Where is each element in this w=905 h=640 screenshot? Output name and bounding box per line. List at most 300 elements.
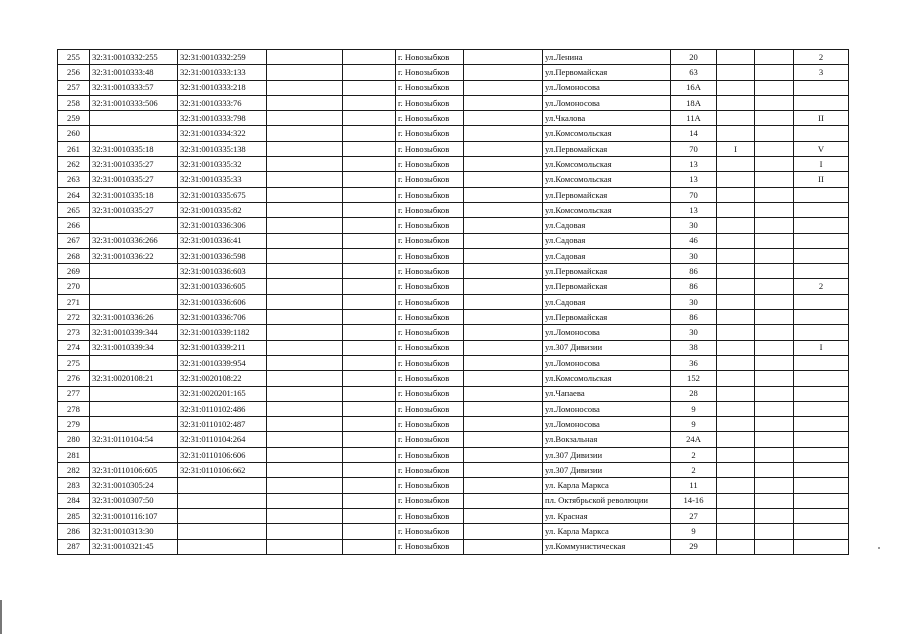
extra-cell-1 [717,493,755,508]
row-number: 258 [58,95,90,110]
empty-cell [267,218,343,233]
city-cell: г. Новозыбков [396,248,464,263]
row-number: 275 [58,355,90,370]
table-row [58,157,849,172]
empty-cell [267,310,343,325]
empty-cell [343,202,396,217]
cadastral-number-2: 32:31:0010335:138 [178,141,267,156]
cadastral-number-2 [178,478,267,493]
extra-cell-2 [794,432,849,447]
street-cell: ул.Садовая [543,218,671,233]
empty-cell [343,508,396,523]
cadastral-number-2: 32:31:0010333:133 [178,65,267,80]
empty-cell [755,539,794,554]
extra-cell-1 [717,187,755,202]
empty-cell [267,111,343,126]
city-cell: г. Новозыбков [396,340,464,355]
street-cell: ул. Красная [543,508,671,523]
table-row [58,493,849,508]
cadastral-number-2: 32:31:0010336:603 [178,264,267,279]
empty-cell [267,279,343,294]
extra-cell-2 [794,264,849,279]
row-number: 283 [58,478,90,493]
empty-cell [464,447,543,462]
empty-cell [343,95,396,110]
empty-cell [343,218,396,233]
cadastral-number-1: 32:31:0010332:255 [90,50,178,65]
table-row [58,233,849,248]
row-number: 271 [58,294,90,309]
extra-cell-2 [794,294,849,309]
city-cell: г. Новозыбков [396,111,464,126]
empty-cell [464,50,543,65]
house-number-cell: 9 [671,417,717,432]
empty-cell [343,310,396,325]
empty-cell [343,264,396,279]
city-cell: г. Новозыбков [396,233,464,248]
empty-cell [464,248,543,263]
street-cell: ул.Ломоносова [543,80,671,95]
table-row [58,417,849,432]
street-cell: ул.Первомайская [543,141,671,156]
house-number-cell: 30 [671,218,717,233]
street-cell: ул.Комсомольская [543,202,671,217]
cadastral-number-1 [90,417,178,432]
empty-cell [267,126,343,141]
city-cell: г. Новозыбков [396,386,464,401]
house-number-cell: 13 [671,172,717,187]
cadastral-number-1: 32:31:0010335:27 [90,157,178,172]
row-number: 269 [58,264,90,279]
empty-cell [343,141,396,156]
extra-cell-1 [717,279,755,294]
empty-cell [464,417,543,432]
extra-cell-1 [717,508,755,523]
empty-cell [755,50,794,65]
empty-cell [464,111,543,126]
house-number-cell: 86 [671,264,717,279]
table-row [58,432,849,447]
extra-cell-2 [794,95,849,110]
empty-cell [464,294,543,309]
table-body [58,50,849,555]
empty-cell [267,187,343,202]
row-number: 277 [58,386,90,401]
row-number: 261 [58,141,90,156]
extra-cell-1 [717,65,755,80]
cadastral-number-1: 32:31:0010335:27 [90,202,178,217]
street-cell: ул.Комсомольская [543,126,671,141]
table-row [58,294,849,309]
cadastral-number-2: 32:31:0020201:165 [178,386,267,401]
empty-cell [343,50,396,65]
extra-cell-2 [794,310,849,325]
cadastral-number-2: 32:31:0010335:82 [178,202,267,217]
cadastral-number-1: 32:31:0010333:48 [90,65,178,80]
cadastral-number-1 [90,355,178,370]
cadastral-number-2: 32:31:0010339:1182 [178,325,267,340]
empty-cell [267,508,343,523]
empty-cell [755,493,794,508]
extra-cell-2 [794,508,849,523]
house-number-cell: 13 [671,202,717,217]
empty-cell [267,340,343,355]
house-number-cell: 86 [671,310,717,325]
city-cell: г. Новозыбков [396,508,464,523]
empty-cell [267,141,343,156]
cadastral-number-2: 32:31:0010333:798 [178,111,267,126]
extra-cell-2 [794,248,849,263]
street-cell: ул.Коммунистическая [543,539,671,554]
empty-cell [343,417,396,432]
city-cell: г. Новозыбков [396,294,464,309]
empty-cell [755,325,794,340]
row-number: 284 [58,493,90,508]
cadastral-number-2 [178,539,267,554]
empty-cell [464,478,543,493]
empty-cell [755,111,794,126]
house-number-cell: 36 [671,355,717,370]
cadastral-number-1: 32:31:0010333:57 [90,80,178,95]
table-row [58,65,849,80]
table-row [58,172,849,187]
street-cell: ул.Первомайская [543,187,671,202]
extra-cell-2 [794,463,849,478]
empty-cell [755,233,794,248]
empty-cell [464,218,543,233]
empty-cell [755,187,794,202]
extra-cell-1 [717,401,755,416]
city-cell: г. Новозыбков [396,401,464,416]
city-cell: г. Новозыбков [396,80,464,95]
house-number-cell: 29 [671,539,717,554]
table-row [58,218,849,233]
empty-cell [343,248,396,263]
empty-cell [464,340,543,355]
cadastral-number-2: 32:31:0010335:675 [178,187,267,202]
house-number-cell: 11 [671,478,717,493]
city-cell: г. Новозыбков [396,371,464,386]
house-number-cell: 27 [671,508,717,523]
table-row [58,141,849,156]
empty-cell [267,95,343,110]
empty-cell [343,294,396,309]
city-cell: г. Новозыбков [396,478,464,493]
table-row [58,325,849,340]
empty-cell [464,172,543,187]
house-number-cell: 30 [671,325,717,340]
empty-cell [755,157,794,172]
extra-cell-2 [794,355,849,370]
row-number: 264 [58,187,90,202]
extra-cell-1 [717,355,755,370]
extra-cell-2 [794,539,849,554]
cadastral-number-1 [90,279,178,294]
extra-cell-1 [717,524,755,539]
cadastral-number-1 [90,126,178,141]
empty-cell [755,80,794,95]
empty-cell [464,65,543,80]
city-cell: г. Новозыбков [396,447,464,462]
cadastral-number-1: 32:31:0020108:21 [90,371,178,386]
city-cell: г. Новозыбков [396,218,464,233]
row-number: 287 [58,539,90,554]
table-row [58,386,849,401]
extra-cell-1 [717,478,755,493]
empty-cell [343,447,396,462]
empty-cell [755,478,794,493]
cadastral-number-2: 32:31:0010339:954 [178,355,267,370]
cadastral-number-1: 32:31:0010339:34 [90,340,178,355]
street-cell: ул.Ломоносова [543,417,671,432]
empty-cell [755,95,794,110]
empty-cell [267,172,343,187]
cadastral-number-2: 32:31:0110102:486 [178,401,267,416]
cadastral-number-2: 32:31:0010333:76 [178,95,267,110]
city-cell: г. Новозыбков [396,126,464,141]
empty-cell [267,264,343,279]
cadastral-number-1: 32:31:0010335:18 [90,187,178,202]
table-row [58,187,849,202]
street-cell: ул.Ленина [543,50,671,65]
extra-cell-2 [794,371,849,386]
row-number: 267 [58,233,90,248]
city-cell: г. Новозыбков [396,325,464,340]
empty-cell [343,524,396,539]
cadastral-number-2: 32:31:0010336:598 [178,248,267,263]
house-number-cell: 86 [671,279,717,294]
cadastral-number-1 [90,111,178,126]
table-row [58,539,849,554]
street-cell: ул.Ломоносова [543,325,671,340]
extra-cell-1 [717,95,755,110]
extra-cell-2 [794,202,849,217]
cadastral-number-2: 32:31:0010335:33 [178,172,267,187]
city-cell: г. Новозыбков [396,355,464,370]
empty-cell [755,202,794,217]
extra-cell-1 [717,80,755,95]
row-number: 273 [58,325,90,340]
empty-cell [464,95,543,110]
empty-cell [343,233,396,248]
extra-cell-2 [794,478,849,493]
empty-cell [343,355,396,370]
extra-cell-2: II [794,111,849,126]
cadastral-number-2: 32:31:0010336:706 [178,310,267,325]
house-number-cell: 70 [671,141,717,156]
empty-cell [755,310,794,325]
empty-cell [464,371,543,386]
table-row [58,50,849,65]
cadastral-number-2: 32:31:0010336:41 [178,233,267,248]
empty-cell [267,233,343,248]
empty-cell [343,111,396,126]
empty-cell [343,65,396,80]
empty-cell [464,202,543,217]
empty-cell [755,172,794,187]
empty-cell [755,432,794,447]
street-cell: ул.Чкалова [543,111,671,126]
extra-cell-1 [717,463,755,478]
empty-cell [343,279,396,294]
table-row [58,371,849,386]
empty-cell [267,325,343,340]
city-cell: г. Новозыбков [396,187,464,202]
empty-cell [343,187,396,202]
cadastral-number-1 [90,447,178,462]
empty-cell [464,325,543,340]
table-row [58,340,849,355]
street-cell: ул.Садовая [543,233,671,248]
empty-cell [464,432,543,447]
extra-cell-1 [717,248,755,263]
empty-cell [755,417,794,432]
street-cell: ул.Первомайская [543,310,671,325]
empty-cell [755,248,794,263]
cadastral-number-1 [90,294,178,309]
house-number-cell: 46 [671,233,717,248]
empty-cell [755,355,794,370]
empty-cell [755,65,794,80]
table-row [58,524,849,539]
street-cell: ул.Садовая [543,294,671,309]
empty-cell [267,447,343,462]
extra-cell-1 [717,172,755,187]
table-row [58,248,849,263]
empty-cell [267,493,343,508]
city-cell: г. Новозыбков [396,539,464,554]
cadastral-number-1: 32:31:0010307:50 [90,493,178,508]
empty-cell [267,463,343,478]
empty-cell [464,157,543,172]
extra-cell-2: I [794,157,849,172]
house-number-cell: 9 [671,524,717,539]
empty-cell [755,463,794,478]
city-cell: г. Новозыбков [396,524,464,539]
extra-cell-2 [794,218,849,233]
street-cell: ул.Чапаева [543,386,671,401]
empty-cell [343,80,396,95]
street-cell: ул.307 Дивизии [543,447,671,462]
extra-cell-2 [794,80,849,95]
empty-cell [464,493,543,508]
extra-cell-2 [794,233,849,248]
extra-cell-1 [717,111,755,126]
empty-cell [755,371,794,386]
street-cell: ул.Ломоносова [543,355,671,370]
city-cell: г. Новозыбков [396,202,464,217]
empty-cell [267,157,343,172]
cadastral-number-2: 32:31:0010339:211 [178,340,267,355]
empty-cell [464,233,543,248]
extra-cell-2: II [794,172,849,187]
extra-cell-2: V [794,141,849,156]
extra-cell-2: 2 [794,50,849,65]
row-number: 256 [58,65,90,80]
cadastral-number-2 [178,508,267,523]
city-cell: г. Новозыбков [396,417,464,432]
empty-cell [464,463,543,478]
empty-cell [464,401,543,416]
cadastral-number-2 [178,524,267,539]
house-number-cell: 14-16 [671,493,717,508]
row-number: 268 [58,248,90,263]
empty-cell [464,264,543,279]
table-row [58,478,849,493]
row-number: 281 [58,447,90,462]
extra-cell-1 [717,386,755,401]
row-number: 260 [58,126,90,141]
city-cell: г. Новозыбков [396,264,464,279]
street-cell: ул.Первомайская [543,279,671,294]
extra-cell-2 [794,401,849,416]
table-row [58,264,849,279]
extra-cell-2 [794,325,849,340]
empty-cell [464,187,543,202]
row-number: 266 [58,218,90,233]
extra-cell-1 [717,126,755,141]
empty-cell [755,294,794,309]
table-row [58,126,849,141]
empty-cell [267,417,343,432]
empty-cell [755,447,794,462]
street-cell: ул.Первомайская [543,264,671,279]
row-number: 255 [58,50,90,65]
empty-cell [267,248,343,263]
empty-cell [343,371,396,386]
city-cell: г. Новозыбков [396,65,464,80]
empty-cell [267,401,343,416]
cadastral-number-2: 32:31:0110106:606 [178,447,267,462]
extra-cell-1 [717,294,755,309]
extra-cell-2 [794,386,849,401]
cadastral-number-2: 32:31:0010336:605 [178,279,267,294]
cadastral-number-2 [178,493,267,508]
cadastral-number-2: 32:31:0110102:487 [178,417,267,432]
cadastral-number-2: 32:31:0010333:218 [178,80,267,95]
cadastral-number-2: 32:31:0110106:662 [178,463,267,478]
extra-cell-1 [717,50,755,65]
cadastral-number-1: 32:31:0110104:54 [90,432,178,447]
cadastral-number-1: 32:31:0010336:22 [90,248,178,263]
empty-cell [267,294,343,309]
extra-cell-1 [717,325,755,340]
empty-cell [343,539,396,554]
empty-cell [267,478,343,493]
empty-cell [343,340,396,355]
row-number: 279 [58,417,90,432]
row-number: 278 [58,401,90,416]
cadastral-number-1 [90,218,178,233]
cadastral-number-1: 32:31:0010116:107 [90,508,178,523]
empty-cell [343,126,396,141]
empty-cell [267,386,343,401]
extra-cell-2: 3 [794,65,849,80]
street-cell: ул.Комсомольская [543,371,671,386]
house-number-cell: 16А [671,80,717,95]
row-number: 280 [58,432,90,447]
register-table [57,49,849,555]
table-row [58,508,849,523]
empty-cell [755,264,794,279]
empty-cell [755,508,794,523]
extra-cell-1 [717,264,755,279]
empty-cell [267,50,343,65]
extra-cell-1 [717,157,755,172]
extra-cell-2 [794,524,849,539]
table-row [58,401,849,416]
empty-cell [267,539,343,554]
